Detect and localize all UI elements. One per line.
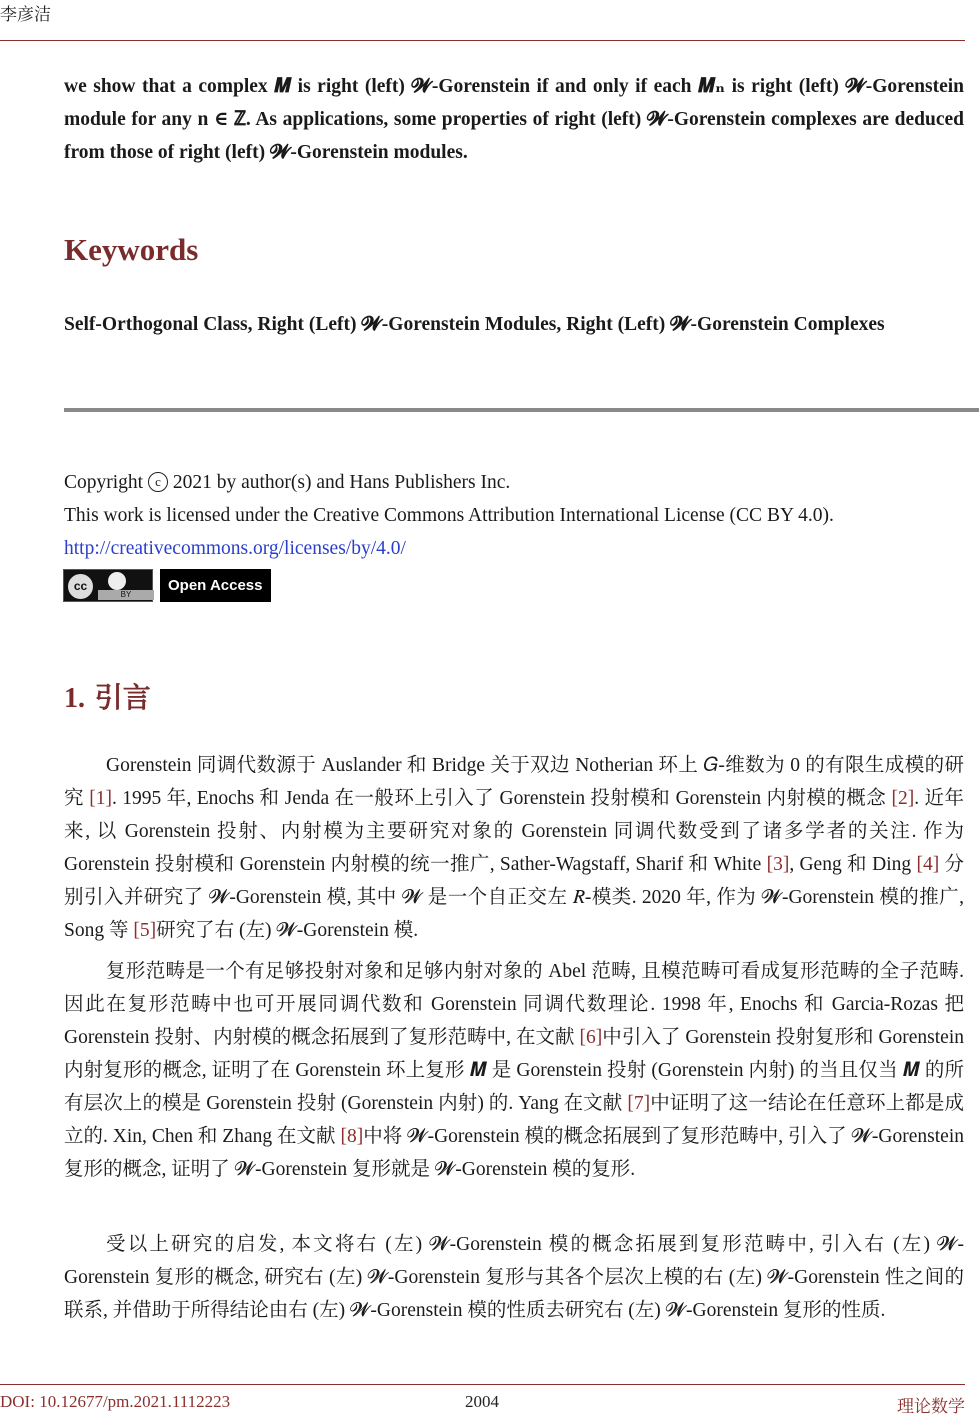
keywords-heading: Keywords (64, 232, 199, 267)
section-number: 1. (64, 683, 85, 714)
citation-3[interactable]: [3] (766, 854, 790, 875)
header-divider (0, 40, 965, 41)
cc-logo-icon: cc (67, 573, 94, 600)
p2-text-d: 中将 𝓦-Gorenstein 模的概念拓展到了复形范畴中, 引入了 𝓦-Gorenstein复形的概念, 证明了 𝓦-Gorenstein 复形就是 𝓦-Gorenstein 模的复形. (64, 1126, 964, 1180)
p2-text-b: 中引入了 Gorenstein 投射复形和 Gorenstein 内射复形的概念, 证明了在 Gorenstein 环上复形 𝑴 是 Gorenstein 投射 (Gorenstein 内射) 的当且仅当 𝑴 的所有层次上的模是 Gorenstein 投射 (Gorenstein 内射) 的. Yang 在文献 (64, 1027, 965, 1114)
footer-doi[interactable]: DOI: 10.12677/pm.2021.1112223 (0, 1392, 231, 1411)
p1-text-e: 分别引入并研究了 𝓦-Gorenstein 模, 其中 𝓦 是一个自正交左 𝑅-模类. 2020 年, 作为 𝓦-Gorenstein 模的推广, Song 等 (64, 854, 964, 941)
cc-by-badge-icon[interactable] (63, 569, 153, 602)
section-title: 引言 (94, 681, 151, 714)
open-access-badge[interactable]: Open Access (160, 569, 271, 602)
p1-text-d: , Geng 和 Ding (789, 854, 917, 875)
copyright-line (64, 466, 974, 499)
citation-7[interactable]: [7] (627, 1093, 651, 1114)
section-divider (64, 408, 979, 412)
p1-text-b: . 1995 年, Enochs 和 Jenda 在一般环上引入了 Gorenstein 投射模和 Gorenstein 内射模的概念 (112, 788, 892, 809)
paragraph-3: 受以上研究的启发, 本文将右 (左) 𝓦-Gorenstein 模的概念拓展到复形范畴中, 引入右 (左) 𝓦-Gorenstein 复形的概念, 研究右 (左) 𝓦-Gorenstein 复形与其各个层次上模的右 (左) 𝓦-Gorenstein 性之间的联系, 并借助于所得结论由右 (左) 𝓦-Gorenstein 模的性质去研究右 (左) 𝓦-Gorenstein 复形的性质. (64, 1234, 964, 1321)
p1-text-f: 研究了右 (左) 𝓦-Gorenstein 模. (156, 920, 419, 941)
abstract-text: we show that a complex 𝑴 is right (left) 𝓦-Gorenstein if and only if each 𝑴ₙ is right (left) 𝓦-Gorenstein module for any n ∈ ℤ. As applications, some properties of right (left) 𝓦-Gorenstein complexes are deduced from those of right (left) 𝓦-Gorenstein modules. (64, 76, 964, 163)
copyright-symbol-icon: c (148, 472, 168, 492)
footer-divider (0, 1384, 965, 1385)
citation-5[interactable]: [5] (133, 920, 157, 941)
copyright-text: 2021 by author(s) and Hans Publishers Inc. (172, 472, 511, 493)
paragraph-1 (64, 749, 964, 947)
section-heading (64, 676, 151, 716)
citation-8[interactable]: [8] (340, 1126, 364, 1147)
license-link[interactable]: http://creativecommons.org/licenses/by/4.0/ (64, 538, 406, 559)
keywords-text: Self-Orthogonal Class, Right (Left) 𝓦-Gorenstein Modules, Right (Left) 𝓦-Gorenstein Complexes (64, 314, 885, 335)
footer-page-number: 2004 (465, 1392, 499, 1411)
copyright-prefix: Copyright (64, 472, 144, 493)
citation-6[interactable]: [6] (579, 1027, 603, 1048)
footer-journal-name: 理论数学 (897, 1397, 965, 1417)
license-text: This work is licensed under the Creative Commons Attribution International License (CC BY 4.0). (64, 505, 834, 526)
citation-2[interactable]: [2] (891, 788, 915, 809)
citation-1[interactable]: [1] (89, 788, 113, 809)
by-label: BY (98, 590, 154, 600)
paragraph-2 (64, 955, 964, 1186)
citation-4[interactable]: [4] (916, 854, 940, 875)
license-badges (63, 569, 271, 602)
p2-text-a: 复形范畴是一个有足够投射对象和足够内射对象的 Abel 范畴, 且模范畴可看成复形范畴的全子范畴. 因此在复形范畴中也可开展同调代数和 Gorenstein 同调代数理论. 1998 年, Enochs 和 Garcia-Rozas 把 Gorenstein 投射、内射模的概念拓展到了复形范畴中, 在文献 (64, 961, 964, 1048)
attribution-person-icon (108, 572, 126, 590)
copyright-block (64, 466, 974, 565)
running-header-author: 李彦洁 (0, 5, 51, 24)
p2-text-c: 中证明了这一结论在任意环上都是成立的. Xin, Chen 和 Zhang 在文献 (64, 1093, 964, 1147)
p1-text-a: Gorenstein 同调代数源于 Auslander 和 Bridge 关于双边 Notherian 环上 𝐺-维数为 0 的有限生成模的研究 (64, 755, 964, 809)
p1-text-c: . 近年来, 以 Gorenstein 投射、内射模为主要研究对象的 Gorenstein 同调代数受到了诸多学者的关注. 作为 Gorenstein 投射模和 Gorenstein 内射模的统一推广, Sather-Wagstaff, Sharif 和 White (64, 788, 964, 875)
